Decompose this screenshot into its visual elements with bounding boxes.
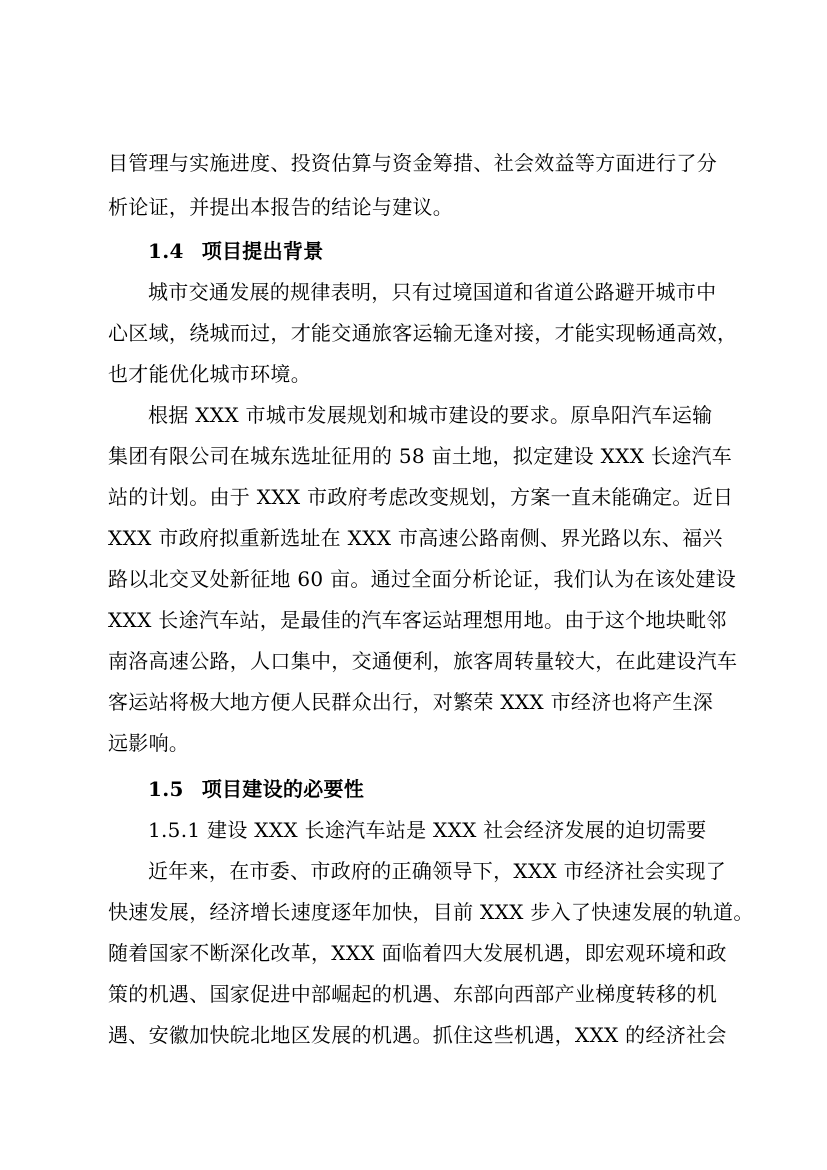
paragraph-line: 远影响。 [108,731,190,755]
section-title: 项目提出背景 [201,239,324,263]
section-number: 1.4 [148,239,184,263]
paragraph-line: 随着国家不断深化改革，XXX 面临着四大发展机遇，即宏观环境和政 [108,941,727,965]
paragraph-line: 策的机遇、国家促进中部崛起的机遇、东部向西部产业梯度转移的机 [108,982,717,1006]
paragraph-line: 南洛高速公路，人口集中，交通便利，旅客周转量较大，在此建设汽车 [108,649,738,673]
paragraph-line: 遇、安徽加快皖北地区发展的机遇。抓住这些机遇，XXX 的经济社会 [108,1023,727,1047]
paragraph-line: 目管理与实施进度、投资估算与资金筹措、社会效益等方面进行了分 [108,151,717,175]
paragraph-line: XXX 长途汽车站，是最佳的汽车客运站理想用地。由于这个地块毗邻 [108,608,727,632]
paragraph-line: 城市交通发展的规律表明，只有过境国道和省道公路避开城市中 [148,280,717,304]
paragraph-line: 心区域，绕城而过，才能交通旅客运输无逢对接，才能实现畅通高效， [108,321,738,345]
section-title: 项目建设的必要性 [201,777,365,801]
subsection-heading-1-5-1: 1.5.1 建设 XXX 长途汽车站是 XXX 社会经济发展的迫切需要 [148,818,707,842]
paragraph-line: 集团有限公司在城东选址征用的 58 亩土地，拟定建设 XXX 长途汽车 [108,444,733,468]
paragraph-line: XXX 市政府拟重新选址在 XXX 市高速公路南侧、界光路以东、福兴 [108,526,723,550]
paragraph-line: 快速发展，经济增长速度逐年加快，目前 XXX 步入了快速发展的轨道。 [108,900,754,924]
paragraph-line: 路以北交叉处新征地 60 亩。通过全面分析论证，我们认为在该处建设 [108,567,737,591]
section-heading-1-4 [148,234,827,268]
section-number: 1.5 [148,777,184,801]
section-heading-1-5 [148,772,827,806]
paragraph-line: 近年来，在市委、市政府的正确领导下，XXX 市经济社会实现了 [148,859,727,883]
paragraph-line: 也才能优化城市环境。 [108,362,311,386]
paragraph-line: 客运站将极大地方便人民群众出行，对繁荣 XXX 市经济也将产生深 [108,690,714,714]
paragraph-line: 站的计划。由于 XXX 市政府考虑改变规划，方案一直未能确定。近日 [108,485,734,509]
paragraph-line: 析论证，并提出本报告的结论与建议。 [108,195,454,219]
paragraph-line: 根据 XXX 市城市发展规划和城市建设的要求。原阜阳汽车运输 [148,403,713,427]
